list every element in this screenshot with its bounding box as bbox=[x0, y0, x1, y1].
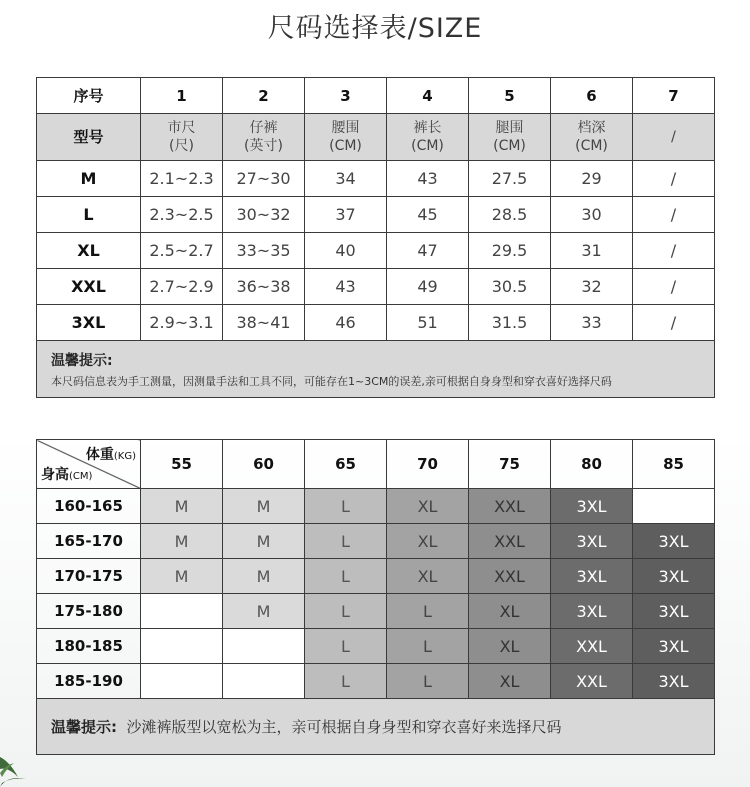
weight-header-cell: 65 bbox=[305, 440, 387, 489]
size-value: / bbox=[633, 233, 715, 269]
size-value: 2.1~2.3 bbox=[141, 161, 223, 197]
size-value: 45 bbox=[387, 197, 469, 233]
size-header-row bbox=[37, 78, 715, 114]
fit-size-cell: L bbox=[305, 559, 387, 594]
fit-size-cell: 3XL bbox=[551, 594, 633, 629]
size-value: 2.3~2.5 bbox=[141, 197, 223, 233]
weight-header-cell: 85 bbox=[633, 440, 715, 489]
size-value: 30~32 bbox=[223, 197, 305, 233]
corner-cell bbox=[37, 440, 141, 489]
header-cell: 1 bbox=[141, 78, 223, 114]
size-value: 31.5 bbox=[469, 305, 551, 341]
height-range-cell: 185-190 bbox=[37, 664, 141, 699]
size-value: 33~35 bbox=[223, 233, 305, 269]
fit-size-cell: XXL bbox=[551, 629, 633, 664]
fit-size-cell: XL bbox=[387, 489, 469, 524]
size-row bbox=[37, 161, 715, 197]
fit-note bbox=[37, 699, 715, 755]
size-value: 2.7~2.9 bbox=[141, 269, 223, 305]
fit-size-cell: XL bbox=[469, 664, 551, 699]
measurement-name: 裤长 bbox=[413, 120, 442, 136]
size-value: 30.5 bbox=[469, 269, 551, 305]
height-range-cell: 175-180 bbox=[37, 594, 141, 629]
header-cell: 4 bbox=[387, 78, 469, 114]
height-range-cell: 180-185 bbox=[37, 629, 141, 664]
fit-size-cell bbox=[223, 629, 305, 664]
size-label: L bbox=[37, 197, 141, 233]
weight-axis-label bbox=[86, 444, 136, 464]
fit-size-cell: 3XL bbox=[633, 629, 715, 664]
height-range-cell: 165-170 bbox=[37, 524, 141, 559]
fit-size-cell: XXL bbox=[469, 524, 551, 559]
fit-size-cell: XL bbox=[469, 629, 551, 664]
size-value: 27.5 bbox=[469, 161, 551, 197]
height-range-cell: 160-165 bbox=[37, 489, 141, 524]
fit-row bbox=[37, 629, 715, 664]
size-value: 37 bbox=[305, 197, 387, 233]
measurement-type-cell bbox=[387, 114, 469, 161]
fit-size-cell: M bbox=[223, 559, 305, 594]
size-value: 40 bbox=[305, 233, 387, 269]
header-cell: 序号 bbox=[37, 78, 141, 114]
fit-size-cell bbox=[141, 594, 223, 629]
fit-size-cell bbox=[223, 664, 305, 699]
fit-size-cell bbox=[633, 489, 715, 524]
size-row bbox=[37, 197, 715, 233]
size-value: 46 bbox=[305, 305, 387, 341]
type-label: 型号 bbox=[37, 114, 141, 161]
size-value: 47 bbox=[387, 233, 469, 269]
size-row bbox=[37, 269, 715, 305]
measurement-type-cell bbox=[551, 114, 633, 161]
size-value: 31 bbox=[551, 233, 633, 269]
fit-size-cell: 3XL bbox=[633, 559, 715, 594]
size-label: XL bbox=[37, 233, 141, 269]
size-value: 43 bbox=[387, 161, 469, 197]
fit-size-cell: M bbox=[141, 489, 223, 524]
fit-size-cell: XL bbox=[387, 524, 469, 559]
measurement-name: 仔裤 bbox=[249, 120, 278, 136]
measurement-name: 腿围 bbox=[495, 120, 524, 136]
measurement-type-cell bbox=[223, 114, 305, 161]
fit-size-cell bbox=[141, 629, 223, 664]
note-text: 沙滩裤版型以宽松为主，亲可根据自身身型和穿衣喜好来选择尺码 bbox=[126, 718, 562, 736]
weight-unit: (KG) bbox=[113, 451, 136, 462]
size-spec-table bbox=[36, 77, 715, 398]
size-value: 32 bbox=[551, 269, 633, 305]
measurement-type-cell bbox=[141, 114, 223, 161]
weight-header-cell: 75 bbox=[469, 440, 551, 489]
fit-size-cell: L bbox=[305, 594, 387, 629]
height-label: 身高 bbox=[41, 467, 69, 483]
measurement-unit: (CM) bbox=[329, 138, 362, 154]
fit-size-cell: L bbox=[305, 524, 387, 559]
size-value: 43 bbox=[305, 269, 387, 305]
fit-size-cell: M bbox=[223, 524, 305, 559]
measurement-name: 市尺 bbox=[167, 120, 196, 136]
note-title: 温馨提示: bbox=[51, 352, 113, 369]
fit-size-cell: L bbox=[305, 489, 387, 524]
size-label: M bbox=[37, 161, 141, 197]
size-value: 29.5 bbox=[469, 233, 551, 269]
measurement-name: 腰围 bbox=[331, 120, 360, 136]
height-weight-fit-table bbox=[36, 439, 715, 755]
height-axis-label bbox=[41, 464, 92, 484]
size-value: 34 bbox=[305, 161, 387, 197]
header-cell: 7 bbox=[633, 78, 715, 114]
fit-size-cell: XXL bbox=[469, 489, 551, 524]
fit-size-cell bbox=[141, 664, 223, 699]
size-value: 49 bbox=[387, 269, 469, 305]
fit-size-cell: 3XL bbox=[551, 559, 633, 594]
header-cell: 5 bbox=[469, 78, 551, 114]
size-row bbox=[37, 305, 715, 341]
fit-row bbox=[37, 664, 715, 699]
size-value: 51 bbox=[387, 305, 469, 341]
measurement-type-cell bbox=[633, 114, 715, 161]
fit-size-cell: M bbox=[141, 559, 223, 594]
height-unit: (CM) bbox=[69, 471, 93, 482]
weight-header-cell: 80 bbox=[551, 440, 633, 489]
size-value: 28.5 bbox=[469, 197, 551, 233]
weight-label: 体重 bbox=[85, 447, 114, 463]
weight-header-cell: 60 bbox=[223, 440, 305, 489]
header-cell: 2 bbox=[223, 78, 305, 114]
weight-header-cell: 70 bbox=[387, 440, 469, 489]
measurement-unit: (CM) bbox=[411, 138, 444, 154]
fit-row bbox=[37, 489, 715, 524]
measurement-type-row bbox=[37, 114, 715, 161]
note-text: 本尺码信息表为手工测量，因测量手法和工具不同，可能存在1~3CM的误差,亲可根据自身身型和穿衣喜好选择尺码 bbox=[51, 374, 612, 388]
fit-size-cell: 3XL bbox=[551, 489, 633, 524]
fit-note-row bbox=[37, 699, 715, 755]
note-title: 温馨提示: bbox=[51, 718, 117, 736]
size-label: 3XL bbox=[37, 305, 141, 341]
fit-row bbox=[37, 524, 715, 559]
size-value: / bbox=[633, 161, 715, 197]
fit-row bbox=[37, 594, 715, 629]
fit-size-cell: XL bbox=[469, 594, 551, 629]
size-label: XXL bbox=[37, 269, 141, 305]
fit-size-cell: L bbox=[387, 629, 469, 664]
fit-size-cell: L bbox=[305, 664, 387, 699]
size-value: / bbox=[633, 269, 715, 305]
fit-size-cell: XXL bbox=[551, 664, 633, 699]
header-cell: 6 bbox=[551, 78, 633, 114]
measurement-name: / bbox=[671, 129, 676, 145]
measurement-unit: (尺) bbox=[169, 138, 194, 154]
fit-size-cell: M bbox=[141, 524, 223, 559]
header-cell: 3 bbox=[305, 78, 387, 114]
height-range-cell: 170-175 bbox=[37, 559, 141, 594]
measurement-type-cell bbox=[305, 114, 387, 161]
weight-header-row bbox=[37, 440, 715, 489]
size-value: 33 bbox=[551, 305, 633, 341]
fit-size-cell: L bbox=[387, 594, 469, 629]
measurement-type-cell bbox=[469, 114, 551, 161]
measurement-unit: (CM) bbox=[575, 138, 608, 154]
fit-size-cell: XL bbox=[387, 559, 469, 594]
fit-row bbox=[37, 559, 715, 594]
fit-size-cell: 3XL bbox=[633, 594, 715, 629]
measurement-unit: (CM) bbox=[493, 138, 526, 154]
page-title: 尺码选择表/SIZE bbox=[267, 13, 483, 44]
size-value: 38~41 bbox=[223, 305, 305, 341]
size-value: / bbox=[633, 305, 715, 341]
measurement-unit: (英寸) bbox=[244, 138, 283, 154]
size-note bbox=[37, 341, 715, 398]
palm-leaves-decoration bbox=[0, 717, 30, 787]
size-value: 30 bbox=[551, 197, 633, 233]
size-value: 2.9~3.1 bbox=[141, 305, 223, 341]
fit-size-cell: 3XL bbox=[633, 664, 715, 699]
weight-header-cell: 55 bbox=[141, 440, 223, 489]
size-row bbox=[37, 233, 715, 269]
fit-size-cell: L bbox=[387, 664, 469, 699]
size-value: 36~38 bbox=[223, 269, 305, 305]
measurement-name: 档深 bbox=[577, 120, 606, 136]
size-value: 29 bbox=[551, 161, 633, 197]
fit-size-cell: L bbox=[305, 629, 387, 664]
fit-size-cell: 3XL bbox=[633, 524, 715, 559]
fit-size-cell: M bbox=[223, 594, 305, 629]
size-value: 27~30 bbox=[223, 161, 305, 197]
fit-size-cell: XXL bbox=[469, 559, 551, 594]
size-note-row bbox=[37, 341, 715, 398]
size-value: / bbox=[633, 197, 715, 233]
fit-size-cell: M bbox=[223, 489, 305, 524]
fit-size-cell: 3XL bbox=[551, 524, 633, 559]
size-value: 2.5~2.7 bbox=[141, 233, 223, 269]
